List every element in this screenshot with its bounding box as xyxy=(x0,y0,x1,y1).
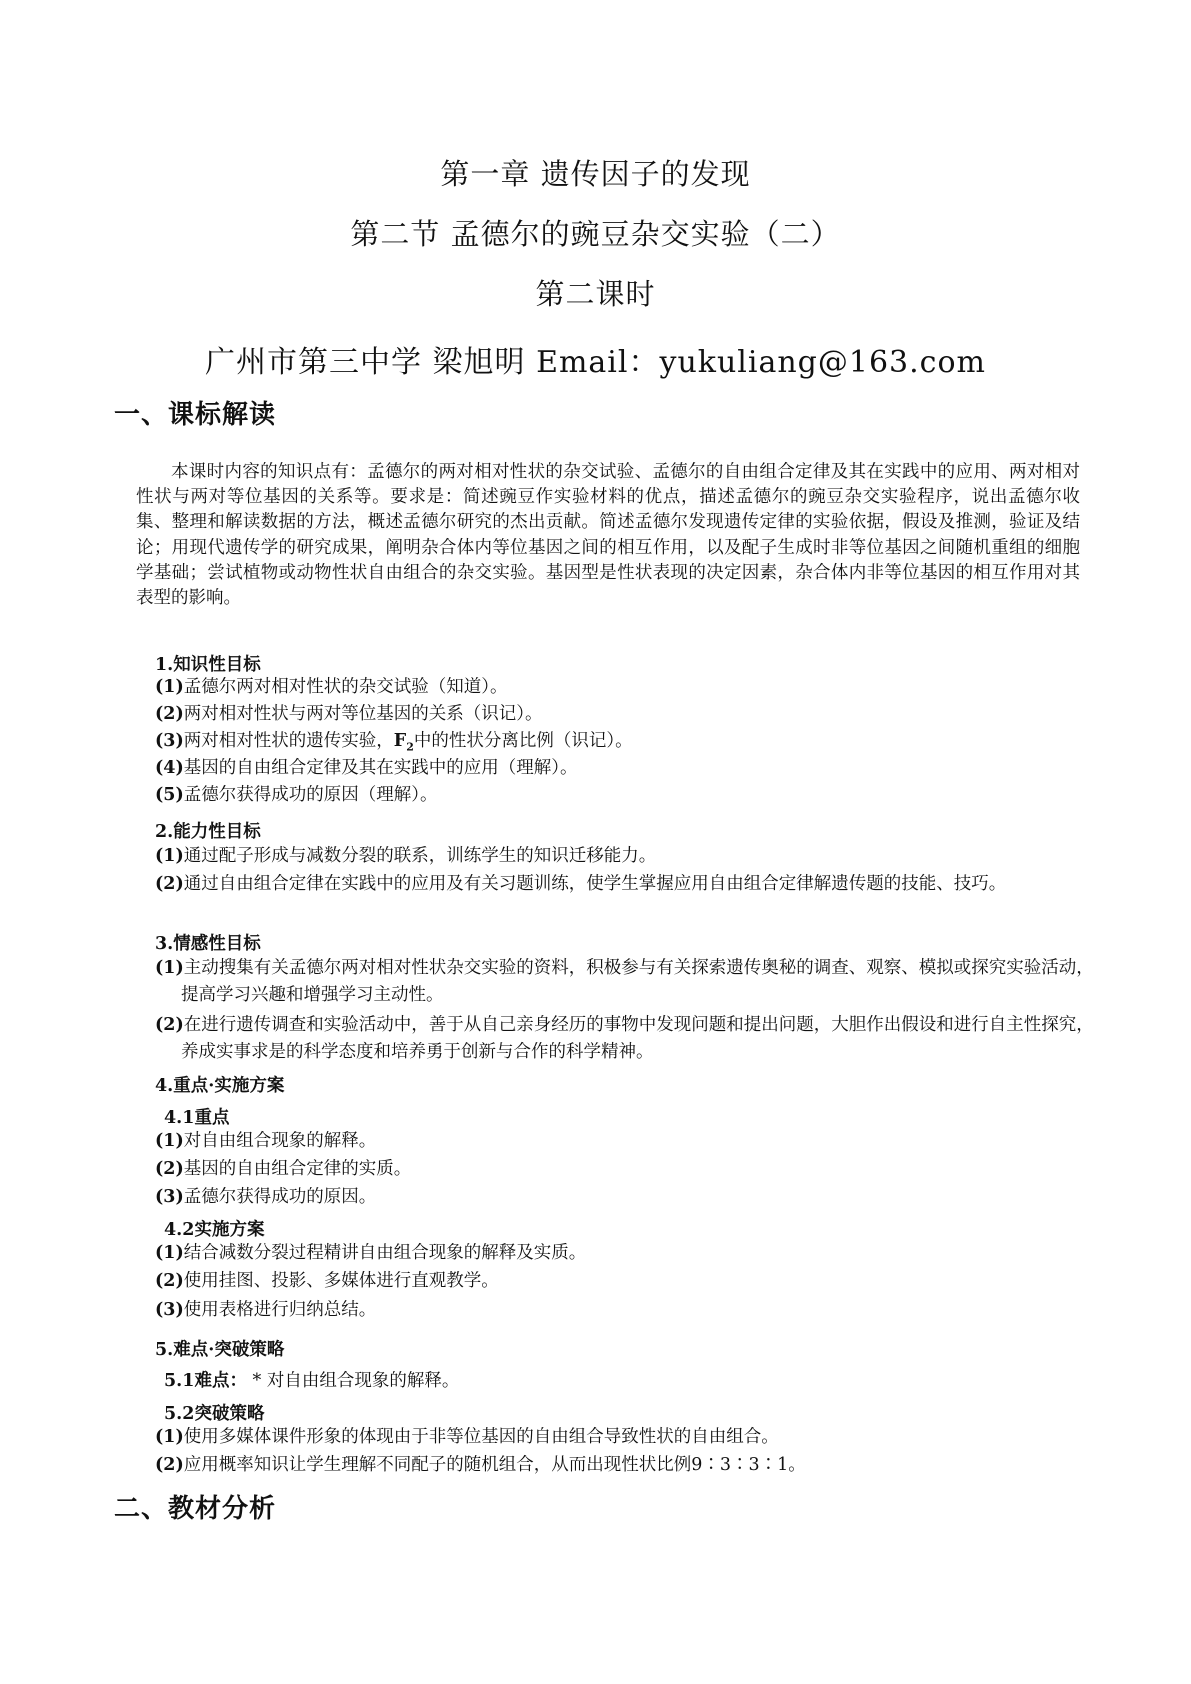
difficulty-sub1-label: 5.1难点： xyxy=(164,1371,247,1391)
item-text: 孟德尔获得成功的原因。 xyxy=(183,1187,377,1207)
f2-symbol: $F_2$ xyxy=(393,731,414,754)
list-item xyxy=(155,871,1106,898)
section-title: 第二节 孟德尔的豌豆杂交实验（二） xyxy=(350,217,841,251)
goal3-heading: 3.情感性目标 xyxy=(155,934,261,954)
list-item xyxy=(155,1240,1106,1267)
list-item xyxy=(155,1297,1106,1324)
focus-sub2-heading: 4.2实施方案 xyxy=(164,1220,265,1240)
item-text: 使用表格进行归纳总结。 xyxy=(183,1300,377,1320)
list-item xyxy=(155,1424,1106,1451)
chapter-title: 第一章 遗传因子的发现 xyxy=(440,157,751,191)
author-line: 广州市第三中学 梁旭明 Email：yukuliang@163.com xyxy=(205,345,986,380)
focus-sub1-heading: 4.1重点 xyxy=(164,1108,230,1128)
item-number: (1) xyxy=(155,1427,184,1447)
item-number: (2) xyxy=(155,874,184,894)
item-number: (1) xyxy=(155,1131,184,1151)
item-text-post: 中的性状分离比例（识记）。 xyxy=(413,731,633,751)
item-number: (1) xyxy=(155,958,184,978)
difficulty-heading: 5.难点·突破策略 xyxy=(155,1340,285,1360)
difficulty-sub1-line xyxy=(164,1368,1089,1395)
item-number: (2) xyxy=(155,1015,184,1035)
item-text: 对自由组合现象的解释。 xyxy=(183,1131,377,1151)
item-text: 使用挂图、投影、多媒体进行直观教学。 xyxy=(183,1271,499,1291)
list-item xyxy=(155,1012,1106,1066)
item-number: (1) xyxy=(155,1243,184,1263)
list-item xyxy=(155,674,1106,701)
item-text: 通过自由组合定律在实践中的应用及有关习题训练，使学生掌握应用自由组合定律解遗传题的技能、技巧。 xyxy=(183,874,1007,894)
item-text: 两对相对性状与两对等位基因的关系（识记）。 xyxy=(183,704,543,724)
item-text: 基因的自由组合定律的实质。 xyxy=(183,1159,412,1179)
item-text: 通过配子形成与减数分裂的联系，训练学生的知识迁移能力。 xyxy=(183,846,657,866)
part2-heading: 二、教材分析 xyxy=(114,1494,277,1524)
list-item xyxy=(155,843,1106,870)
item-number: (1) xyxy=(155,846,184,866)
item-text: 孟德尔两对相对性状的杂交试验（知道）。 xyxy=(183,677,508,697)
item-text: 基因的自由组合定律及其在实践中的应用（理解）。 xyxy=(183,758,578,778)
lesson-title: 第二课时 xyxy=(535,277,656,311)
item-text: 孟德尔获得成功的原因（理解）。 xyxy=(183,785,438,805)
item-number: (3) xyxy=(155,731,184,751)
part1-heading: 一、课标解读 xyxy=(114,400,277,430)
item-text: 结合减数分裂过程精讲自由组合现象的解释及实质。 xyxy=(183,1243,587,1263)
item-text: 应用概率知识让学生理解不同配子的随机组合，从而出现性状比例9∶3∶3∶1。 xyxy=(183,1455,806,1475)
goal1-heading: 1.知识性目标 xyxy=(155,655,261,675)
item-number: (2) xyxy=(155,1159,184,1179)
list-item xyxy=(155,1452,1106,1479)
goal2-heading: 2.能力性目标 xyxy=(155,822,261,842)
list-item xyxy=(155,1156,1106,1183)
item-number: (2) xyxy=(155,1271,184,1291)
list-item xyxy=(155,701,1106,728)
focus-heading: 4.重点·实施方案 xyxy=(155,1076,285,1096)
item-number: (2) xyxy=(155,1455,184,1475)
list-item xyxy=(155,1184,1106,1211)
list-item xyxy=(155,755,1106,782)
list-item xyxy=(155,782,1106,809)
item-number: (5) xyxy=(155,785,184,805)
list-item xyxy=(155,955,1106,1009)
difficulty-sub1-text: * 对自由组合现象的解释。 xyxy=(246,1371,460,1391)
item-text-pre: 两对相对性状的遗传实验， xyxy=(183,731,394,751)
intro-paragraph: 本课时内容的知识点有：孟德尔的两对相对性状的杂交试验、孟德尔的自由组合定律及其在实践中的应用、两对相对性状与两对等位基因的关系等。要求是：简述豌豆作实验材料的优点，描述孟德尔的豌豆杂交实验程序，说出孟德尔收集、整理和解读数据的方法，概述孟德尔研究的杰出贡献。简述孟德尔发现遗传定律的实验依据，假设及推测，验证及结论；用现代遗传学的研究成果，阐明杂合体内等位基因之间的相互作用，以及配子生成时非等位基因之间随机重组的细胞学基础；尝试植物或动物性状自由组合的杂交实验。基因型是性状表现的决定因素，杂合体内非等位基因的相互作用对其表型的影响。 xyxy=(136,462,1080,609)
item-text: 主动搜集有关孟德尔两对相对性状杂交实验的资料，积极参与有关探索遗传奥秘的调查、观察、模拟或探究实验活动，提高学习兴趣和增强学习主动性。 xyxy=(181,958,1094,1005)
item-number: (1) xyxy=(155,677,184,697)
list-item xyxy=(155,1268,1106,1295)
difficulty-sub2-heading: 5.2突破策略 xyxy=(164,1404,265,1424)
item-number: (4) xyxy=(155,758,184,778)
item-number: (3) xyxy=(155,1300,184,1320)
item-text: 使用多媒体课件形象的体现由于非等位基因的自由组合导致性状的自由组合。 xyxy=(183,1427,779,1447)
list-item xyxy=(155,1128,1106,1155)
item-text: 在进行遗传调查和实验活动中，善于从自己亲身经历的事物中发现问题和提出问题，大胆作出假设和进行自主性探究，养成实事求是的科学态度和培养勇于创新与合作的科学精神。 xyxy=(181,1015,1094,1062)
item-number: (3) xyxy=(155,1187,184,1207)
item-number: (2) xyxy=(155,704,184,724)
